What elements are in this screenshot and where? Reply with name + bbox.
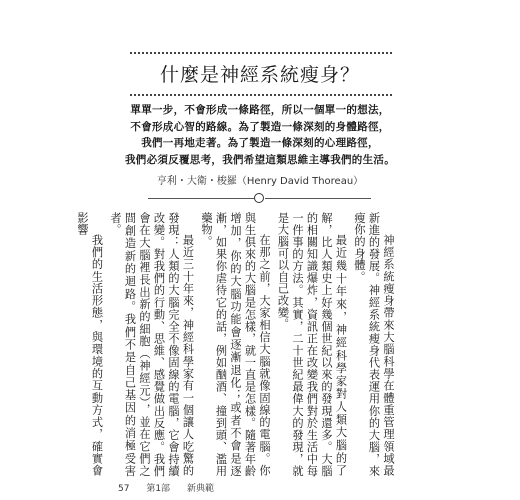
body-text-vertical	[76, 212, 395, 477]
epigraph-quote	[110, 102, 410, 168]
body-paragraph: 我們的生活形態，與環境的互動方式，確實會影響	[76, 212, 104, 477]
quote-line: 我們一再地走著。為了製造一條深刻的心理路徑，	[141, 137, 379, 149]
body-paragraph: 最近幾十年來，神經科學家對人類大腦的了解，比人類史上好幾個世紀以來的發現還多。大腦的相關知識爆炸，資訊正在改變我們對於生活中每一件事的方法。其實，二十世紀最偉大的發現，就是大腦可以自己改變。	[276, 212, 348, 477]
body-paragraph: 神經系統瘦身帶來大腦科學在體重管理領域最新進的發展。神經系統瘦身代表運用你的大腦，來瘦你的身體。	[353, 212, 395, 477]
title-top-rule	[130, 52, 392, 54]
body-paragraph: 最近三十年來，神經科學家有一個讓人吃驚的發現：人類的大腦完全不像固線的電腦，它會持續改變。對我們的行動、思維、感覺做出反應。我們會在大腦裡長出新的細胞（神經元），並在它們之間創造新的迴路。我們不是自己基因的消極受害者。	[109, 212, 195, 477]
page-footer	[118, 481, 228, 494]
body-paragraph: 在那之前，大家相信大腦就像固線的電腦。你與生俱來的大腦是怎樣，就一直是怎樣。隨著年齡增加，你的大腦功能會逐漸退化；或者不會是逐漸，如果你虐待它的話，例如酗酒、撞到頭、濫用藥物。	[200, 212, 271, 477]
footer-section: 新典範	[186, 484, 214, 494]
quote-line: 我們必須反覆思考，我們希望這類思維主導我們的生活。	[125, 153, 395, 166]
quote-line: 單單一步，不會形成一條路徑，所以一個單一的想法，	[130, 104, 390, 116]
divider-right-line	[265, 198, 371, 199]
divider-circle-ornament	[254, 193, 264, 203]
quote-line: 不會形成心智的路線。為了製造一條深刻的身體路徑，	[130, 120, 390, 133]
page-number: 57	[118, 484, 130, 494]
quote-attribution: 亨利・大衛・梭羅（Henry David Thoreau）	[156, 176, 364, 187]
divider-left-line	[148, 198, 254, 199]
footer-part: 第1部	[146, 484, 171, 494]
page-title: 什麼是神經系統瘦身？	[159, 64, 360, 86]
title-bottom-rule	[130, 94, 392, 96]
